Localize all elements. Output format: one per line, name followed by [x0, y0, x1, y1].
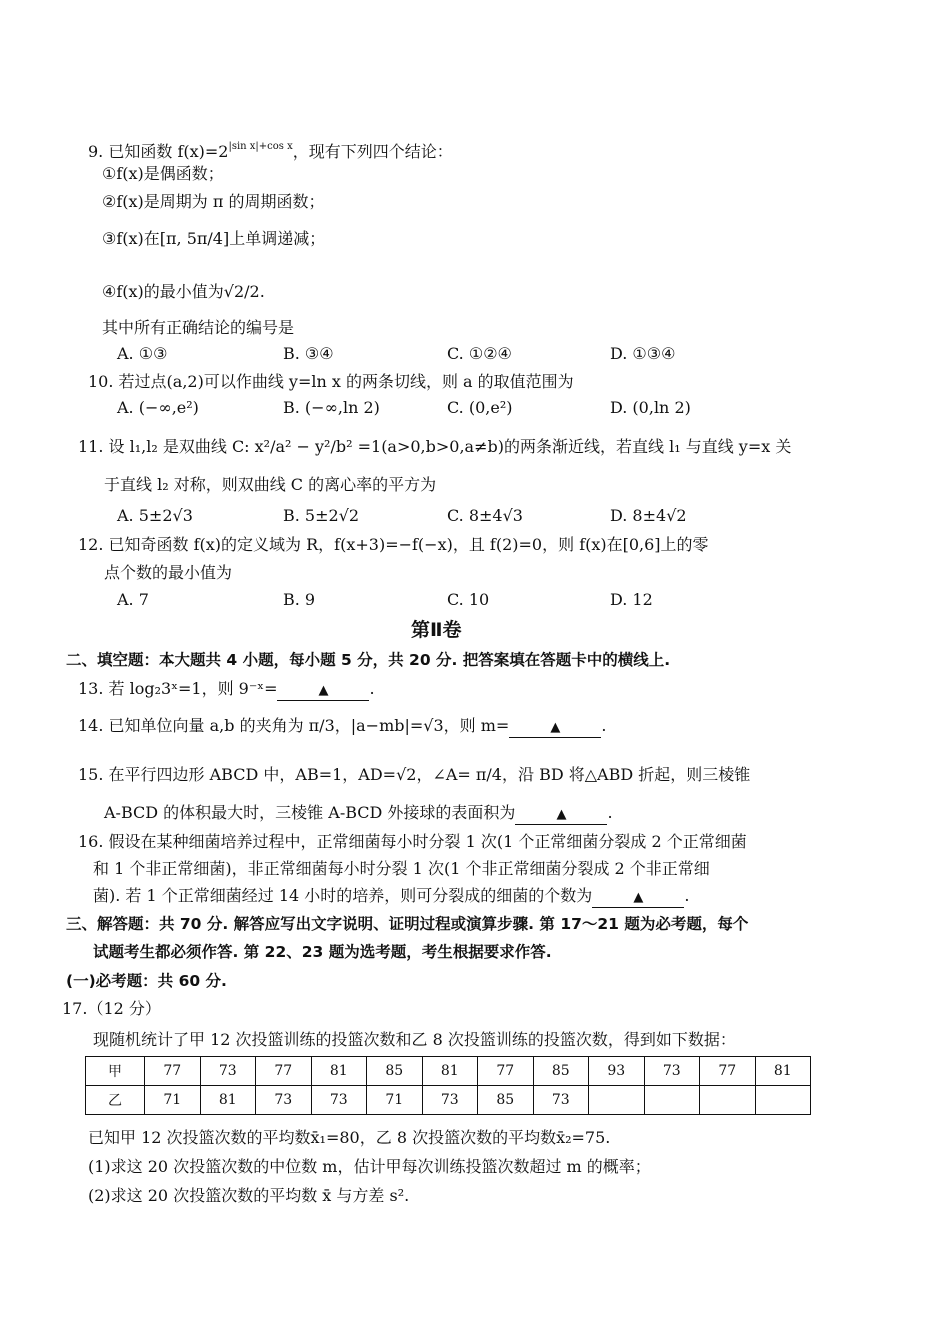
q11-option-a: A. 5±2√3 [117, 506, 193, 525]
q11-option-d: D. 8±4√2 [610, 506, 687, 525]
q11-line-2: 于直线 l₂ 对称，则双曲线 C 的离心率的平方为 [104, 475, 437, 494]
table-cell [700, 1086, 756, 1115]
q9-option-a: A. ①③ [117, 344, 168, 363]
table-cell: 73 [533, 1086, 589, 1115]
row-label-yi: 乙 [86, 1086, 145, 1115]
table-cell: 73 [311, 1086, 367, 1115]
table-cell: 85 [533, 1057, 589, 1086]
q11-option-b: B. 5±2√2 [283, 506, 360, 525]
table-cell: 77 [700, 1057, 756, 1086]
q9-conclusion-3: ③f(x)在[π, 5π/4]上单调递减； [102, 229, 326, 248]
q9-conclusion-4: ④f(x)的最小值为√2/2. [102, 282, 265, 301]
q17-head: 17.（12 分） [62, 999, 161, 1018]
q12-option-a: A. 7 [117, 590, 149, 609]
table-cell: 77 [256, 1057, 312, 1086]
table-cell: 73 [422, 1086, 478, 1115]
table-cell: 81 [422, 1057, 478, 1086]
table-cell: 71 [367, 1086, 423, 1115]
q12-line-2: 点个数的最小值为 [104, 563, 233, 582]
table-cell: 77 [145, 1057, 201, 1086]
q9-option-c: C. ①②④ [447, 344, 512, 363]
table-cell: 81 [200, 1086, 256, 1115]
table-cell: 73 [644, 1057, 700, 1086]
table-row-yi [86, 1086, 811, 1115]
q12-option-b: B. 9 [283, 590, 316, 609]
q15-line-2: A-BCD 的体积最大时，三棱锥 A-BCD 外接球的表面积为 ▲ . [104, 803, 613, 825]
q17-known: 已知甲 12 次投篮次数的平均数x̄₁=80，乙 8 次投篮次数的平均数x̄₂=75. [88, 1128, 611, 1147]
q12-line-1: 12. 已知奇函数 f(x)的定义域为 R，f(x+3)=−f(−x)，且 f(2)=0，则 f(x)在[0,6]上的零 [78, 535, 709, 554]
q14-answer-blank[interactable]: ▲ [509, 717, 601, 738]
q10-stem: 10. 若过点(a,2)可以作曲线 y=ln x 的两条切线，则 a 的取值范围为 [88, 372, 574, 391]
q9-option-b: B. ③④ [283, 344, 334, 363]
table-cell [644, 1086, 700, 1115]
q17-data-table [85, 1056, 811, 1115]
q9-conclusion-1: ①f(x)是偶函数； [102, 164, 224, 183]
q16-line-1: 16. 假设在某种细菌培养过程中，正常细菌每小时分裂 1 次(1 个正常细菌分裂成 2 个正常细菌 [78, 832, 747, 851]
q13-answer-blank[interactable]: ▲ [277, 680, 369, 701]
q9-ask: 其中所有正确结论的编号是 [102, 318, 295, 337]
q13-stem: 13. 若 log₂3ˣ=1，则 9⁻ˣ= ▲ . [78, 679, 375, 701]
q17-part-2: (2)求这 20 次投篮次数的平均数 x̄ 与方差 s². [88, 1186, 410, 1205]
required-subheading: (一)必考题：共 60 分. [66, 972, 227, 990]
table-cell: 73 [256, 1086, 312, 1115]
q12-option-d: D. 12 [610, 590, 653, 609]
q10-option-d: D. (0,ln 2) [610, 398, 691, 417]
q9-conclusion-2: ②f(x)是周期为 π 的周期函数； [102, 192, 325, 211]
table-cell: 81 [755, 1057, 811, 1086]
q9-option-d: D. ①③④ [610, 344, 676, 363]
q16-line-2: 和 1 个非正常细菌)，非正常细菌每小时分裂 1 次(1 个非正常细菌分裂成 2 个非正常细 [93, 859, 710, 878]
q16-answer-blank[interactable]: ▲ [592, 887, 684, 908]
table-cell: 93 [589, 1057, 645, 1086]
q9-stem: 9. 已知函数 $f(x)=2^{|sin x|+cos x}$，现有下列四个结论： [88, 141, 453, 161]
part2-title: 第Ⅱ卷 [411, 619, 462, 641]
row-label-jia: 甲 [86, 1057, 145, 1086]
table-cell: 81 [311, 1057, 367, 1086]
q11-line-1: 11. 设 l₁,l₂ 是双曲线 C: x²/a² − y²/b² =1(a>0,b>0,a≠b)的两条渐近线，若直线 l₁ 与直线 y=x 关 [78, 437, 792, 456]
q11-option-c: C. 8±4√3 [447, 506, 523, 525]
table-cell: 71 [145, 1086, 201, 1115]
q14-stem: 14. 已知单位向量 a,b 的夹角为 π/3，|a−mb|=√3，则 m= ▲ . [78, 716, 606, 738]
q16-line-3: 菌). 若 1 个正常细菌经过 14 小时的培养，则可分裂成的细菌的个数为 ▲ . [93, 886, 689, 908]
q15-answer-blank[interactable]: ▲ [515, 804, 607, 825]
q10-option-b: B. (−∞,ln 2) [283, 398, 380, 417]
section-2-heading: 二、填空题：本大题共 4 小题，每小题 5 分，共 20 分. 把答案填在答题卡中的横线上. [66, 651, 671, 669]
table-row-jia [86, 1057, 811, 1086]
table-cell: 85 [478, 1086, 534, 1115]
q12-option-c: C. 10 [447, 590, 490, 609]
table-cell: 73 [200, 1057, 256, 1086]
table-cell [589, 1086, 645, 1115]
q17-part-1: (1)求这 20 次投篮次数的中位数 m，估计甲每次训练投篮次数超过 m 的概率； [88, 1157, 651, 1176]
table-cell [755, 1086, 811, 1115]
table-cell: 85 [367, 1057, 423, 1086]
table-cell: 77 [478, 1057, 534, 1086]
q15-line-1: 15. 在平行四边形 ABCD 中，AB=1，AD=√2，∠A= π/4，沿 BD 将△ABD 折起，则三棱锥 [78, 765, 751, 784]
q10-option-c: C. (0,e²) [447, 398, 513, 417]
q10-option-a: A. (−∞,e²) [117, 398, 199, 417]
section-3-heading-line-2: 试题考生都必须作答. 第 22、23 题为选考题，考生根据要求作答. [93, 943, 552, 961]
section-3-heading-line-1: 三、解答题：共 70 分. 解答应写出文字说明、证明过程或演算步骤. 第 17～21 题为必考题，每个 [66, 915, 749, 933]
q17-intro: 现随机统计了甲 12 次投篮训练的投篮次数和乙 8 次投篮训练的投篮次数，得到如下数据： [93, 1030, 736, 1049]
